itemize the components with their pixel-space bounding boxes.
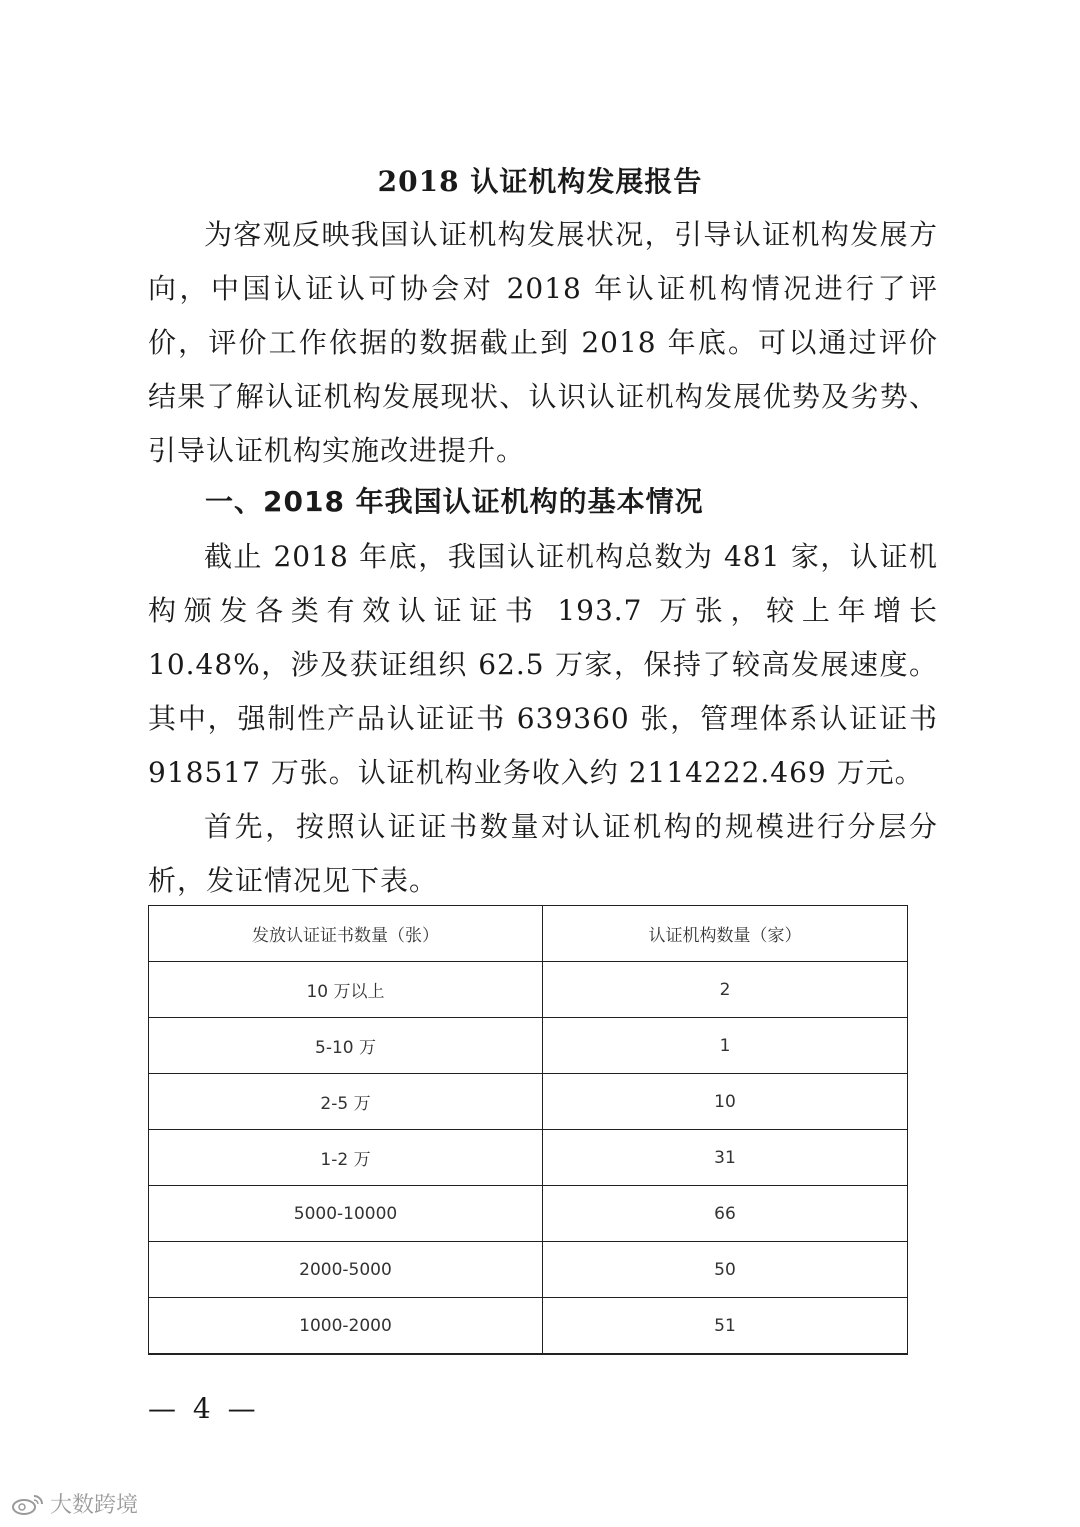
- range-cell: 5000-10000: [149, 1186, 543, 1242]
- watermark-text: 大数跨境: [50, 1493, 139, 1518]
- table-header-row: [149, 906, 908, 962]
- count-cell: 51: [543, 1298, 908, 1355]
- table-row: [149, 1130, 908, 1186]
- header-cert-count: 发放认证证书数量（张）: [149, 906, 543, 962]
- count-cell: 2: [543, 962, 908, 1018]
- range-cell: 1-2 万: [149, 1130, 543, 1186]
- table-row: [149, 1242, 908, 1298]
- section-paragraph-2: 首先，按照认证证书数量对认证机构的规模进行分层分析，发证情况见下表。: [148, 810, 938, 897]
- count-cell: 50: [543, 1242, 908, 1298]
- range-cell: 1000-2000: [149, 1298, 543, 1355]
- range-cell: 2000-5000: [149, 1242, 543, 1298]
- section-paragraph-1: 截止 2018 年底，我国认证机构总数为 481 家，认证机构颁发各类有效认证证书 193.7 万张，较上年增长 10.48%，涉及获证组织 62.5 万家，保持了较高发展速度。其中，强制性产品认证证书 639360 张，管理体系认证证书 918517 万张。认证机构业务收入约 2114222.469 万元。: [148, 540, 938, 789]
- count-cell: 31: [543, 1130, 908, 1186]
- range-cell: 10 万以上: [149, 962, 543, 1018]
- count-cell: 1: [543, 1018, 908, 1074]
- table-row: [149, 1074, 908, 1130]
- watermark: [10, 1488, 138, 1519]
- table-row: [149, 962, 908, 1018]
- table-row: [149, 1186, 908, 1242]
- page-number: — 4 —: [148, 1392, 260, 1425]
- weibo-logo-icon: [10, 1492, 46, 1516]
- count-cell: 10: [543, 1074, 908, 1130]
- document-title: 2018 认证机构发展报告: [377, 165, 703, 198]
- range-cell: 5-10 万: [149, 1018, 543, 1074]
- intro-paragraph: 为客观反映我国认证机构发展状况，引导认证机构发展方向，中国认证认可协会对 2018 年认证机构情况进行了评价，评价工作依据的数据截止到 2018 年底。可以通过评价结果了解认证机构发展现状、认识认证机构发展优势及劣势、引导认证机构实施改进提升。: [148, 218, 938, 467]
- table-row: [149, 1018, 908, 1074]
- range-cell: 2-5 万: [149, 1074, 543, 1130]
- header-org-count: 认证机构数量（家）: [543, 906, 908, 962]
- certificate-table: [148, 905, 908, 1355]
- section-heading: 一、2018 年我国认证机构的基本情况: [205, 485, 704, 518]
- count-cell: 66: [543, 1186, 908, 1242]
- table-row: [149, 1298, 908, 1355]
